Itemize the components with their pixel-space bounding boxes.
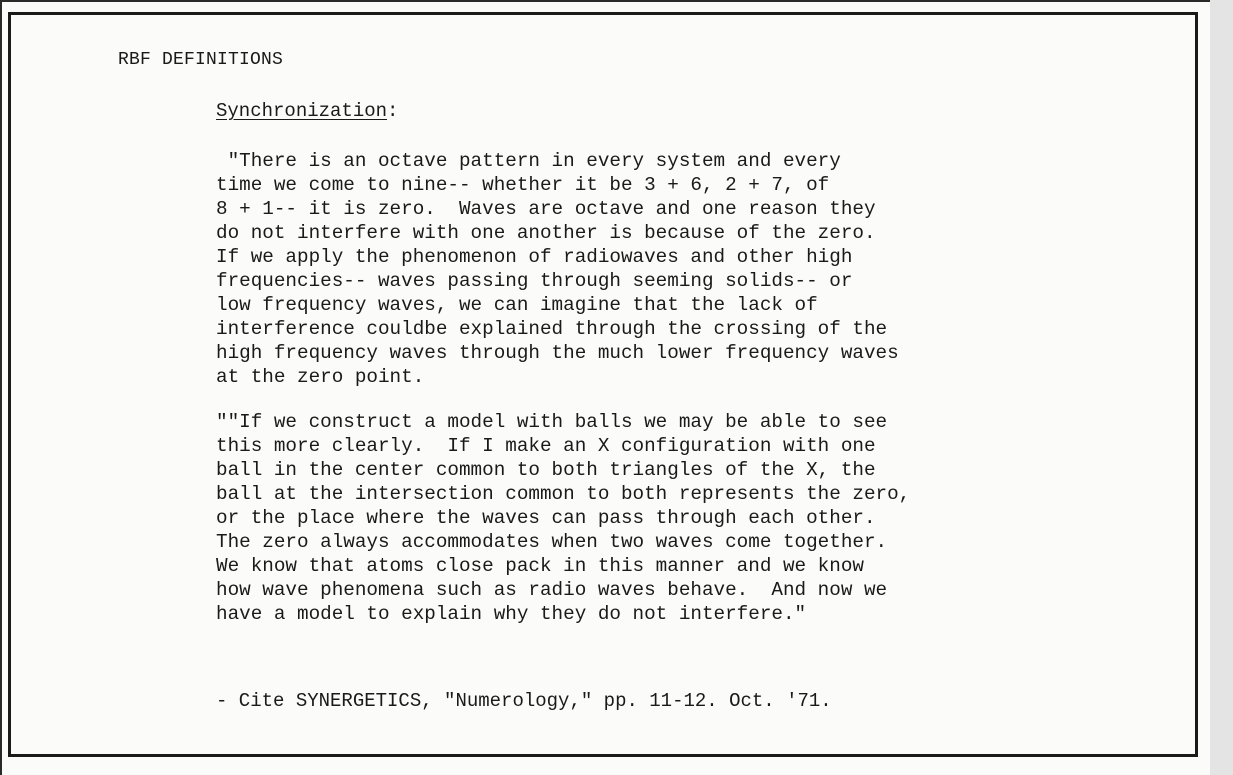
citation: - Cite SYNERGETICS, "Numerology," pp. 11-12. Oct. '71. <box>216 690 832 712</box>
document-heading: RBF DEFINITIONS <box>118 50 284 70</box>
text-line: this more clearly. If I make an X configuration with one <box>216 435 876 457</box>
left-edge-rule <box>0 0 2 775</box>
text-line: frequencies-- waves passing through seeming solids-- or <box>216 270 853 292</box>
text-line: ball at the intersection common to both represents the zero, <box>216 483 911 505</box>
text-line: The zero always accommodates when two waves come together. <box>216 531 888 553</box>
text-line: "There is an octave pattern in every system and every <box>216 150 841 172</box>
text-line: 8 + 1-- it is zero. Waves are octave and one reason they <box>216 198 876 220</box>
text-line: interference couldbe explained through the crossing of the <box>216 318 888 340</box>
text-line: how wave phenomena such as radio waves behave. And now we <box>216 579 888 601</box>
text-line: have a model to explain why they do not interfere." <box>216 603 807 625</box>
scan-margin-strip <box>1210 0 1233 775</box>
quote-paragraph-1 <box>216 149 899 389</box>
section-title-colon: : <box>387 100 399 122</box>
text-line: ball in the center common to both triangles of the X, the <box>216 459 876 481</box>
text-line: high frequency waves through the much lower frequency waves <box>216 342 899 364</box>
top-edge-rule <box>0 0 1210 2</box>
text-line: time we come to nine-- whether it be 3 + 6, 2 + 7, of <box>216 174 830 196</box>
quote-paragraph-2 <box>216 410 910 626</box>
text-line: We know that atoms close pack in this manner and we know <box>216 555 864 577</box>
text-line: or the place where the waves can pass through each other. <box>216 507 876 529</box>
text-line: low frequency waves, we can imagine that the lack of <box>216 294 818 316</box>
section-title-text: Synchronization <box>216 100 388 122</box>
text-line: ""If we construct a model with balls we may be able to see <box>216 411 888 433</box>
text-line: at the zero point. <box>216 366 425 388</box>
text-line: If we apply the phenomenon of radiowaves and other high <box>216 246 853 268</box>
section-title <box>216 100 398 122</box>
text-line: do not interfere with one another is because of the zero. <box>216 222 876 244</box>
